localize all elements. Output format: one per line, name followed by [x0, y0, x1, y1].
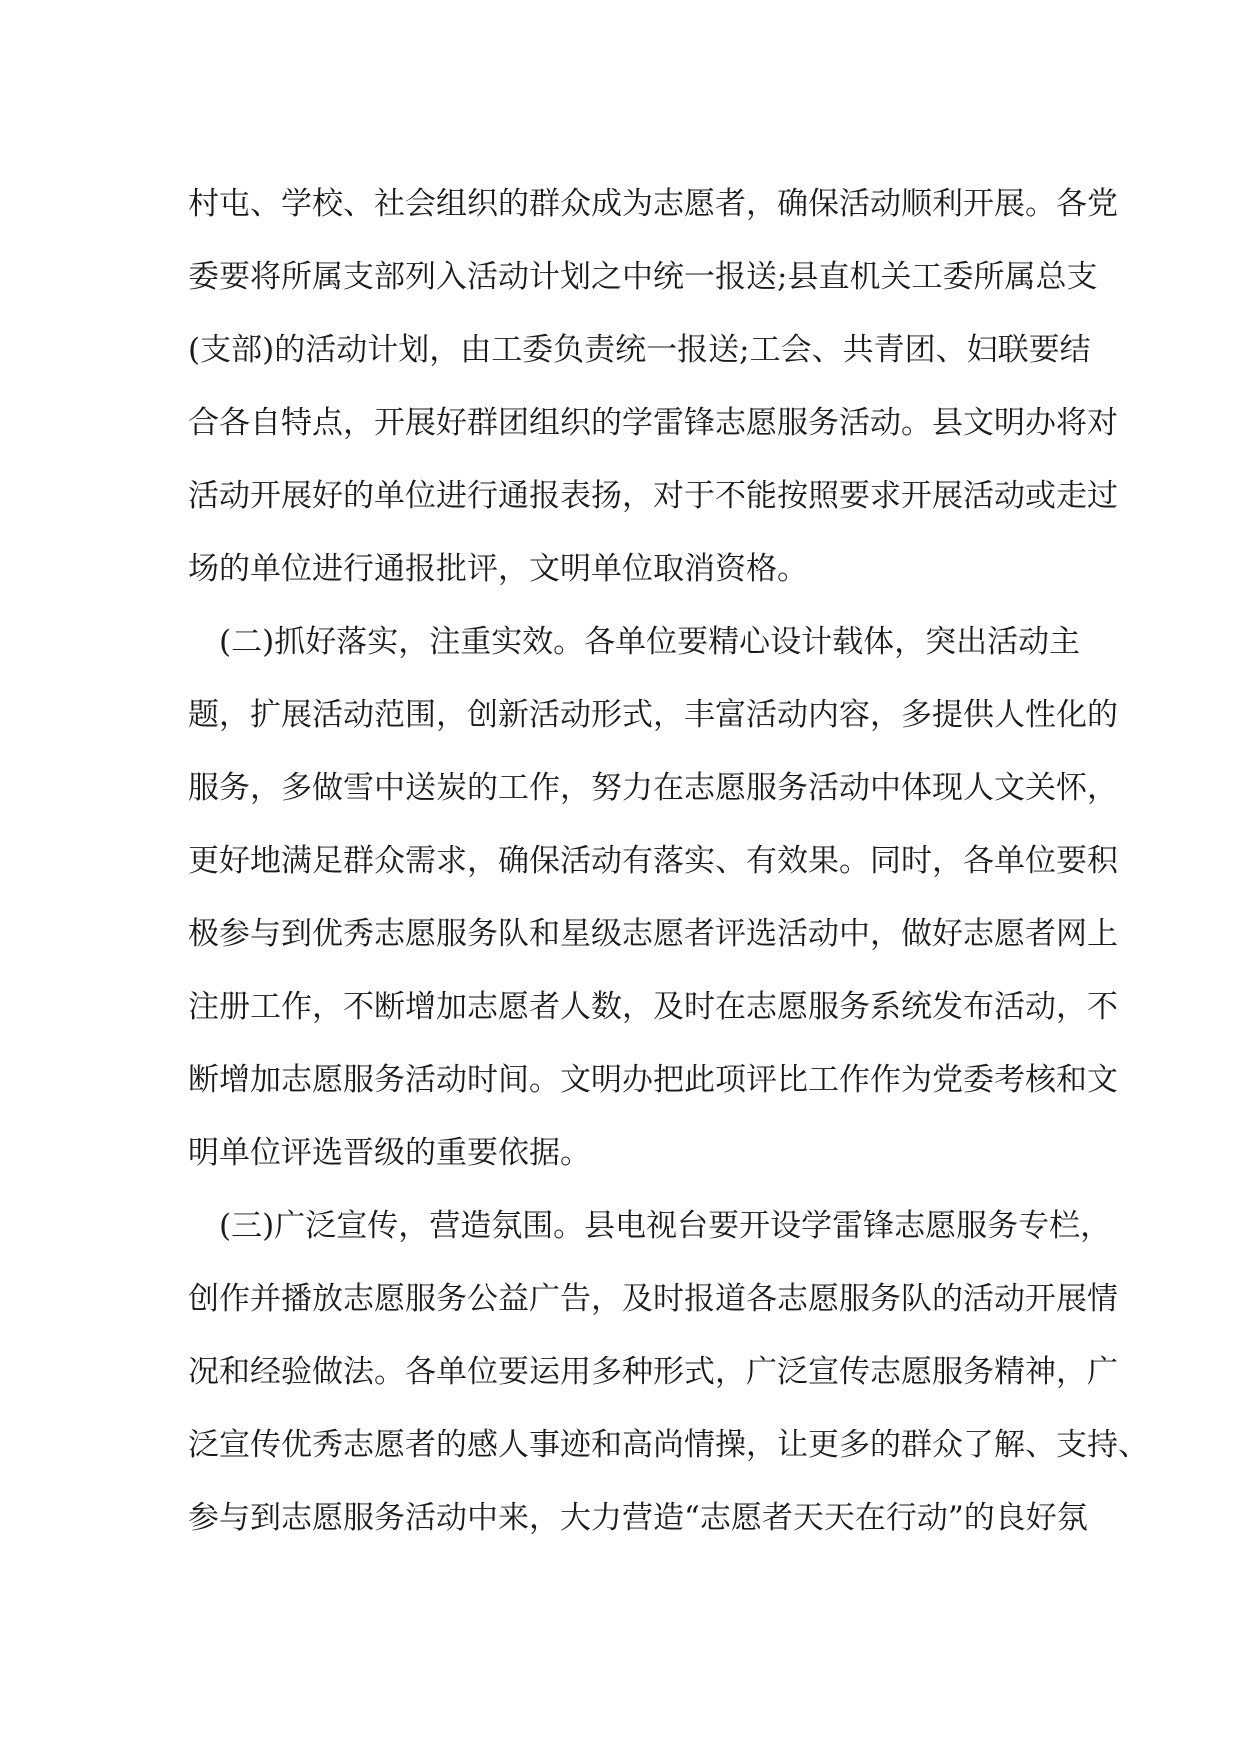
text-line-15: (三)广泛宣传，营造氛围。县电视台要开设学雷锋志愿服务专栏， — [219, 1208, 1112, 1244]
text-line-10: 更好地满足群众需求，确保活动有落实、有效果。同时，各单位要积 — [188, 843, 1118, 879]
text-line-3: (支部)的活动计划，由工委负责统一报送;工会、共青团、妇联要结 — [188, 332, 1091, 368]
text-line-13: 断增加志愿服务活动时间。文明办把此项评比工作作为党委考核和文 — [188, 1062, 1118, 1098]
text-line-1: 村屯、学校、社会组织的群众成为志愿者，确保活动顺利开展。各党 — [188, 186, 1118, 222]
text-line-5: 活动开展好的单位进行通报表扬，对于不能按照要求开展活动或走过 — [188, 478, 1118, 514]
text-line-12: 注册工作，不断增加志愿者人数，及时在志愿服务系统发布活动，不 — [188, 989, 1118, 1025]
text-line-8: 题，扩展活动范围，创新活动形式，丰富活动内容，多提供人性化的 — [188, 697, 1118, 733]
text-line-18: 泛宣传优秀志愿者的感人事迹和高尚情操，让更多的群众了解、支持、 — [188, 1427, 1149, 1463]
text-line-19: 参与到志愿服务活动中来，大力营造“志愿者天天在行动”的良好氛 — [188, 1500, 1088, 1536]
text-line-14: 明单位评选晋级的重要依据。 — [188, 1135, 591, 1171]
text-line-11: 极参与到优秀志愿服务队和星级志愿者评选活动中，做好志愿者网上 — [188, 916, 1118, 952]
text-line-6: 场的单位进行通报批评，文明单位取消资格。 — [188, 551, 808, 587]
text-line-7: (二)抓好落实，注重实效。各单位要精心设计载体，突出活动主 — [219, 624, 1081, 660]
text-line-4: 合各自特点，开展好群团组织的学雷锋志愿服务活动。县文明办将对 — [188, 405, 1118, 441]
text-line-16: 创作并播放志愿服务公益广告，及时报道各志愿服务队的活动开展情 — [188, 1281, 1118, 1317]
text-line-9: 服务，多做雪中送炭的工作，努力在志愿服务活动中体现人文关怀， — [188, 770, 1118, 806]
document-body — [188, 168, 1149, 1555]
text-line-17: 况和经验做法。各单位要运用多种形式，广泛宣传志愿服务精神，广 — [188, 1354, 1118, 1390]
text-line-2: 委要将所属支部列入活动计划之中统一报送;县直机关工委所属总支 — [188, 259, 1098, 295]
